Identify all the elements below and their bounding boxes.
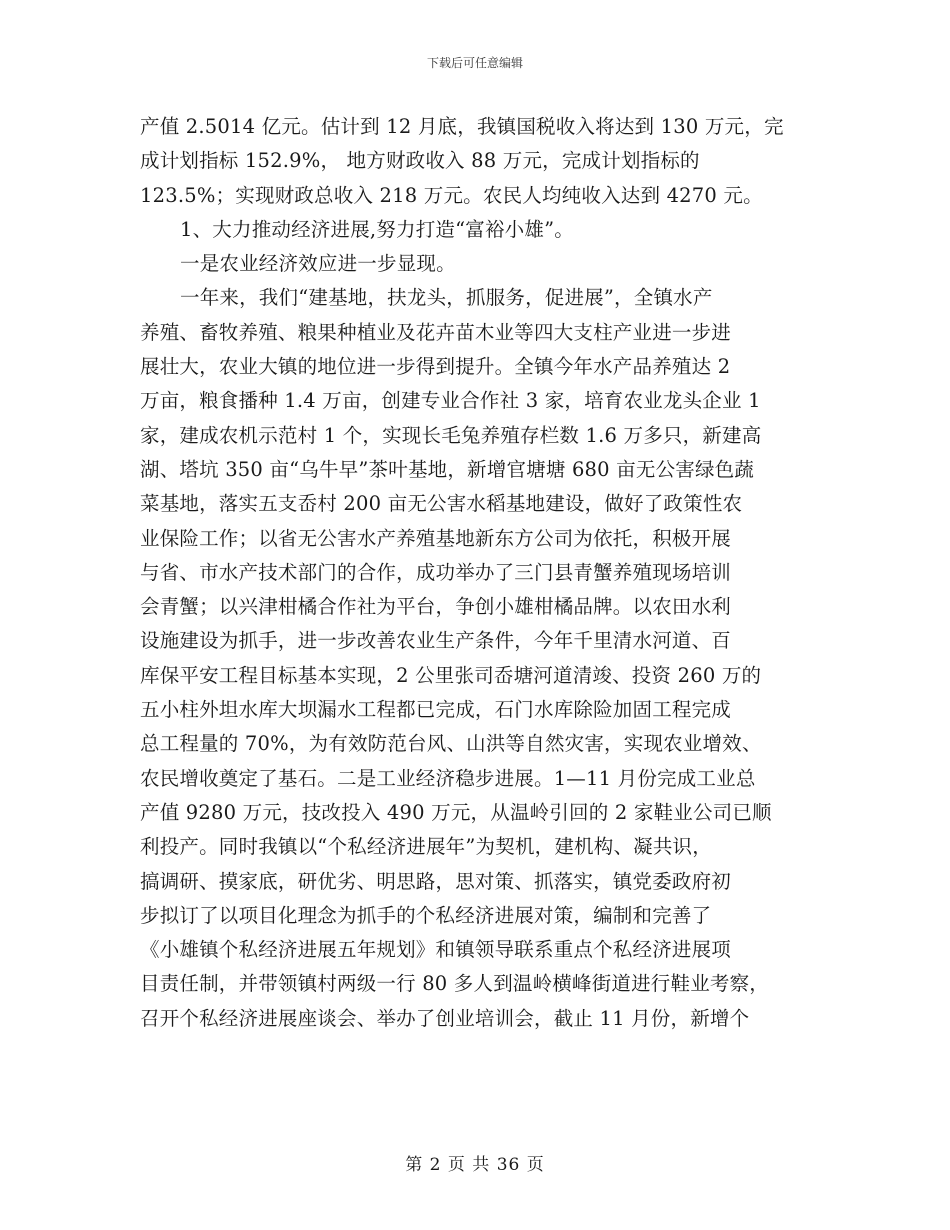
page-number-footer: 第 2 页 共 36 页	[405, 1155, 545, 1175]
text-line: 步拟订了以项目化理念为抓手的个私经济进展对策，编制和完善了	[140, 903, 712, 927]
paragraph-start: 一年来，我们“建基地，扶龙头，抓服务，促进展”，全镇水产	[180, 286, 713, 310]
text-line: 展壮大，农业大镇的地位进一步得到提升。全镇今年水产品养殖达 2	[140, 355, 731, 379]
text-line: 库保平安工程目标基本实现，2 公里张司岙塘河道清竣、投资 260 万的	[140, 663, 762, 687]
section-heading: 1、大力推动经济进展,努力打造“富裕小雄”。	[180, 217, 574, 241]
text-line: 家，建成农机示范村 1 个，实现长毛兔养殖存栏数 1.6 万多只，新建高	[140, 423, 762, 447]
text-line: 成计划指标 152.9%， 地方财政收入 88 万元，完成计划指标的	[140, 149, 700, 173]
text-line: 设施建设为抓手，进一步改善农业生产条件，今年千里清水河道、百	[140, 629, 732, 653]
text-line: 产值 2.5014 亿元。估计到 12 月底，我镇国税收入将达到 130 万元，完	[140, 115, 784, 138]
subsection-heading: 一是农业经济效应进一步显现。	[180, 252, 456, 276]
text-line: 万亩，粮食播种 1.4 万亩，创建专业合作社 3 家，培育农业龙头企业 1	[140, 389, 761, 413]
text-line: 菜基地，落实五支岙村 200 亩无公害水稻基地建设，做好了政策性农	[140, 492, 743, 516]
text-line: 农民增收奠定了基石。二是工业经济稳步进展。1—11 月份完成工业总	[140, 766, 756, 790]
text-line: 湖、塔坑 350 亩“乌牛早”茶叶基地，新增官塘塘 680 亩无公害绿色蔬	[140, 457, 755, 481]
text-line: 养殖、畜牧养殖、粮果种植业及花卉苗木业等四大支柱产业进一步进	[140, 320, 732, 344]
text-line: 《小雄镇个私经济进展五年规划》和镇领导联系重点个私经济进展项	[140, 938, 732, 962]
text-line: 五小柱外坦水库大坝漏水工程都已完成，石门水库除险加固工程完成	[140, 698, 732, 722]
page-header: 下载后可任意编辑	[426, 56, 523, 70]
text-line: 总工程量的 70%，为有效防范台风、山洪等自然灾害，实现农业增效、	[140, 732, 762, 756]
text-line: 业保险工作；以省无公害水产养殖基地新东方公司为依托，积极开展	[140, 526, 732, 550]
text-line: 利投产。同时我镇以“个私经济进展年”为契机，建机构、凝共识，	[140, 835, 712, 859]
document-body	[140, 110, 820, 1036]
text-line: 123.5%；实现财政总收入 218 万元。农民人均纯收入达到 4270 元。	[140, 183, 763, 207]
text-line: 产值 9280 万元，技改投入 490 万元，从温岭引回的 2 家鞋业公司已顺	[140, 800, 772, 824]
text-line: 与省、市水产技术部门的合作，成功举办了三门县青蟹养殖现场培训	[140, 560, 732, 584]
text-line: 召开个私经济进展座谈会、举办了创业培训会，截止 11 月份，新增个	[140, 1006, 750, 1030]
text-line: 会青蟹；以兴津柑橘合作社为平台，争创小雄柑橘品牌。以农田水利	[140, 595, 732, 619]
text-line: 目责任制，并带领镇村两级一行 80 多人到温岭横峰街道进行鞋业考察，	[140, 972, 770, 996]
text-line: 搞调研、摸家底，研优劣、明思路，思对策、抓落实，镇党委政府初	[140, 869, 732, 893]
